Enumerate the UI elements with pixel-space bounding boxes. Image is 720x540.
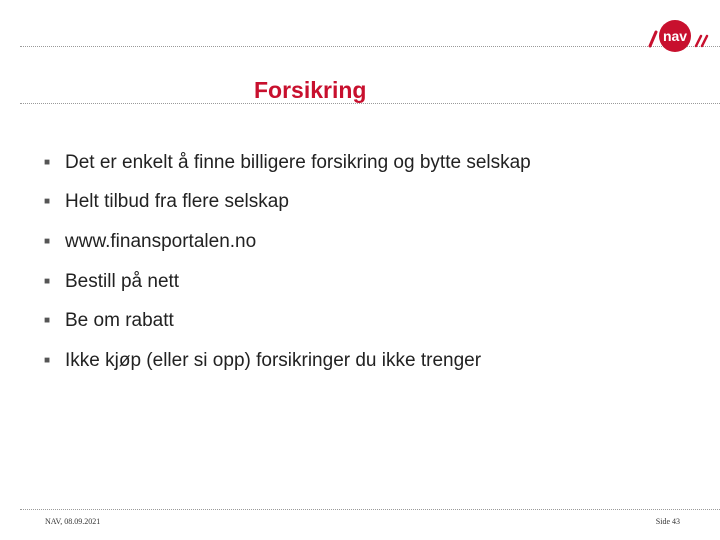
top-divider bbox=[20, 46, 720, 47]
bullet-link-text: www.finansportalen.no bbox=[65, 230, 257, 252]
slide-title: Forsikring bbox=[254, 77, 367, 103]
list-item bbox=[44, 183, 531, 223]
bullet-list bbox=[44, 143, 531, 381]
list-item bbox=[44, 222, 531, 262]
list-item bbox=[44, 341, 531, 381]
square-bullet-icon: ■ bbox=[44, 315, 51, 327]
square-bullet-icon: ■ bbox=[44, 354, 51, 366]
bullet-text: Be om rabatt bbox=[65, 310, 174, 332]
footer-date: NAV, 08.09.2021 bbox=[45, 517, 101, 526]
square-bullet-icon: ■ bbox=[44, 235, 51, 247]
square-bullet-icon: ■ bbox=[44, 275, 51, 287]
list-item bbox=[44, 262, 531, 302]
bullet-text: Bestill på nett bbox=[65, 270, 180, 292]
nav-logo-text: nav bbox=[662, 28, 688, 44]
bullet-text: Ikke kjøp (eller si opp) forsikringer du ikke trenger bbox=[65, 349, 482, 371]
footer-divider bbox=[20, 509, 720, 510]
bullet-text: Helt tilbud fra flere selskap bbox=[65, 191, 289, 213]
list-item bbox=[44, 143, 531, 183]
nav-logo bbox=[648, 16, 712, 56]
footer-page-number: Side 43 bbox=[655, 517, 680, 526]
square-bullet-icon: ■ bbox=[44, 196, 51, 208]
list-item bbox=[44, 301, 531, 341]
square-bullet-icon: ■ bbox=[44, 156, 51, 168]
title-divider bbox=[20, 103, 720, 104]
bullet-text: Det er enkelt å finne billigere forsikring og bytte selskap bbox=[65, 151, 531, 173]
